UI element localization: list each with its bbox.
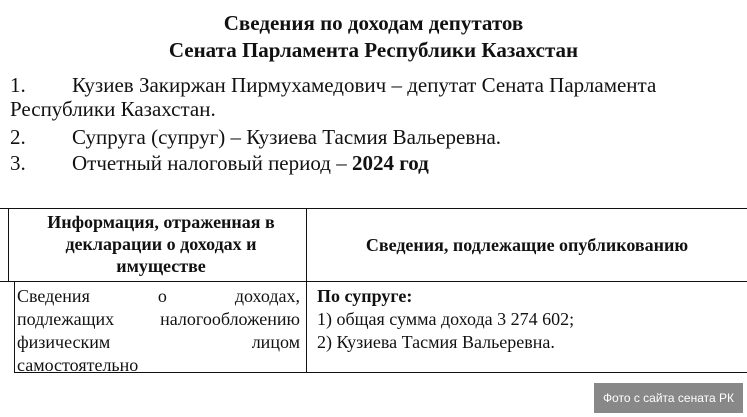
cell-line xyxy=(17,308,300,331)
table-header-info xyxy=(16,211,306,277)
cell-word: налогообложению xyxy=(160,309,300,329)
list-item-text xyxy=(72,150,429,176)
cell-line xyxy=(17,285,300,308)
table-cell-published-info xyxy=(317,285,742,354)
reporting-period-value: 2024 год xyxy=(351,151,429,175)
cell-word: доходах, xyxy=(234,286,300,306)
table-header-divider xyxy=(0,281,747,282)
list-item-number: 3. xyxy=(10,151,26,175)
reporting-period-label: Отчетный налоговый период – xyxy=(72,151,352,175)
header-line: Информация, отраженная в xyxy=(47,212,275,232)
cell-word: физическим xyxy=(17,332,111,352)
spouse-heading: По супруге: xyxy=(317,286,413,306)
table-cell-category xyxy=(17,285,300,377)
table-border-left xyxy=(14,281,15,373)
table-header-published: Сведения, подлежащие опубликованию xyxy=(365,235,689,255)
list-item-number: 2. xyxy=(10,125,26,149)
header-line: декларации о доходах и xyxy=(65,234,257,254)
income-table xyxy=(0,208,747,373)
list-item-text: Кузиев Закиржан Пирмухамедович – депутат Сената Парламента xyxy=(72,73,657,97)
table-header-left-border xyxy=(8,208,9,282)
list-item-1-continuation xyxy=(10,96,216,122)
photo-credit-badge: Фото с сайта сената РК xyxy=(594,383,743,413)
cell-line xyxy=(17,354,300,377)
list-item-number: 1. xyxy=(10,73,26,97)
table-border-top xyxy=(0,208,747,209)
spouse-name-line: 2) Кузиева Тасмия Вальеревна. xyxy=(317,332,555,352)
list-item-text: Супруга (супруг) – Кузиева Тасмия Вальеревна. xyxy=(72,125,502,149)
cell-word: о xyxy=(157,286,167,306)
cell-word: лицом xyxy=(251,332,300,352)
document-title-line-1: Сведения по доходам депутатов xyxy=(223,11,524,35)
header-line: имуществе xyxy=(116,256,206,276)
list-item-text-continuation: Республики Казахстан. xyxy=(10,97,216,121)
spouse-income-line: 1) общая сумма дохода 3 274 602; xyxy=(317,309,575,329)
table-column-divider xyxy=(306,208,307,373)
cell-word: самостоятельно xyxy=(17,355,139,375)
cell-word: подлежащих xyxy=(17,309,115,329)
cell-word: Сведения xyxy=(17,286,90,306)
document-title-line-2: Сената Парламента Республики Казахстан xyxy=(168,38,579,62)
cell-line xyxy=(17,331,300,354)
